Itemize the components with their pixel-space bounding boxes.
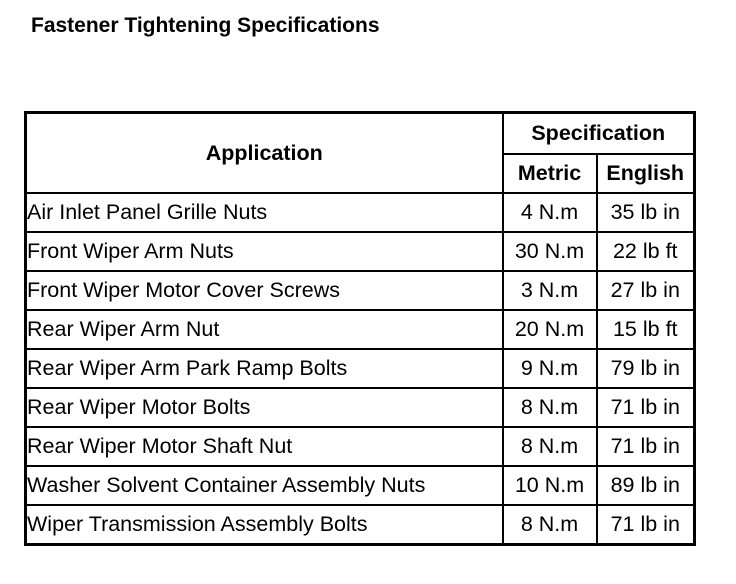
fastener-spec-table	[24, 111, 696, 546]
table-body	[26, 193, 695, 545]
application-cell: Air Inlet Panel Grille Nuts	[26, 193, 503, 232]
english-cell: 89 lb in	[597, 466, 695, 505]
application-cell: Rear Wiper Arm Park Ramp Bolts	[26, 349, 503, 388]
table-row	[26, 349, 695, 388]
table-row	[26, 427, 695, 466]
table-row	[26, 388, 695, 427]
english-cell: 71 lb in	[597, 427, 695, 466]
english-cell: 71 lb in	[597, 505, 695, 545]
application-cell: Washer Solvent Container Assembly Nuts	[26, 466, 503, 505]
page-title: Fastener Tightening Specifications	[31, 14, 380, 37]
english-cell: 27 lb in	[597, 271, 695, 310]
application-header: Application	[26, 113, 503, 194]
english-header: English	[597, 154, 695, 193]
table-row	[26, 193, 695, 232]
table-row	[26, 232, 695, 271]
table-row	[26, 271, 695, 310]
metric-cell: 30 N.m	[503, 232, 597, 271]
header-row	[26, 113, 695, 155]
metric-cell: 8 N.m	[503, 505, 597, 545]
metric-cell: 10 N.m	[503, 466, 597, 505]
english-cell: 35 lb in	[597, 193, 695, 232]
metric-cell: 20 N.m	[503, 310, 597, 349]
english-cell: 15 lb ft	[597, 310, 695, 349]
table-row	[26, 466, 695, 505]
metric-header: Metric	[503, 154, 597, 193]
table-row	[26, 505, 695, 545]
application-cell: Rear Wiper Motor Shaft Nut	[26, 427, 503, 466]
table-row	[26, 310, 695, 349]
english-cell: 22 lb ft	[597, 232, 695, 271]
metric-cell: 8 N.m	[503, 427, 597, 466]
english-cell: 71 lb in	[597, 388, 695, 427]
application-cell: Rear Wiper Motor Bolts	[26, 388, 503, 427]
metric-cell: 3 N.m	[503, 271, 597, 310]
specification-header: Specification	[503, 113, 695, 155]
english-cell: 79 lb in	[597, 349, 695, 388]
application-cell: Front Wiper Arm Nuts	[26, 232, 503, 271]
application-cell: Wiper Transmission Assembly Bolts	[26, 505, 503, 545]
metric-cell: 8 N.m	[503, 388, 597, 427]
application-cell: Rear Wiper Arm Nut	[26, 310, 503, 349]
metric-cell: 4 N.m	[503, 193, 597, 232]
metric-cell: 9 N.m	[503, 349, 597, 388]
application-cell: Front Wiper Motor Cover Screws	[26, 271, 503, 310]
